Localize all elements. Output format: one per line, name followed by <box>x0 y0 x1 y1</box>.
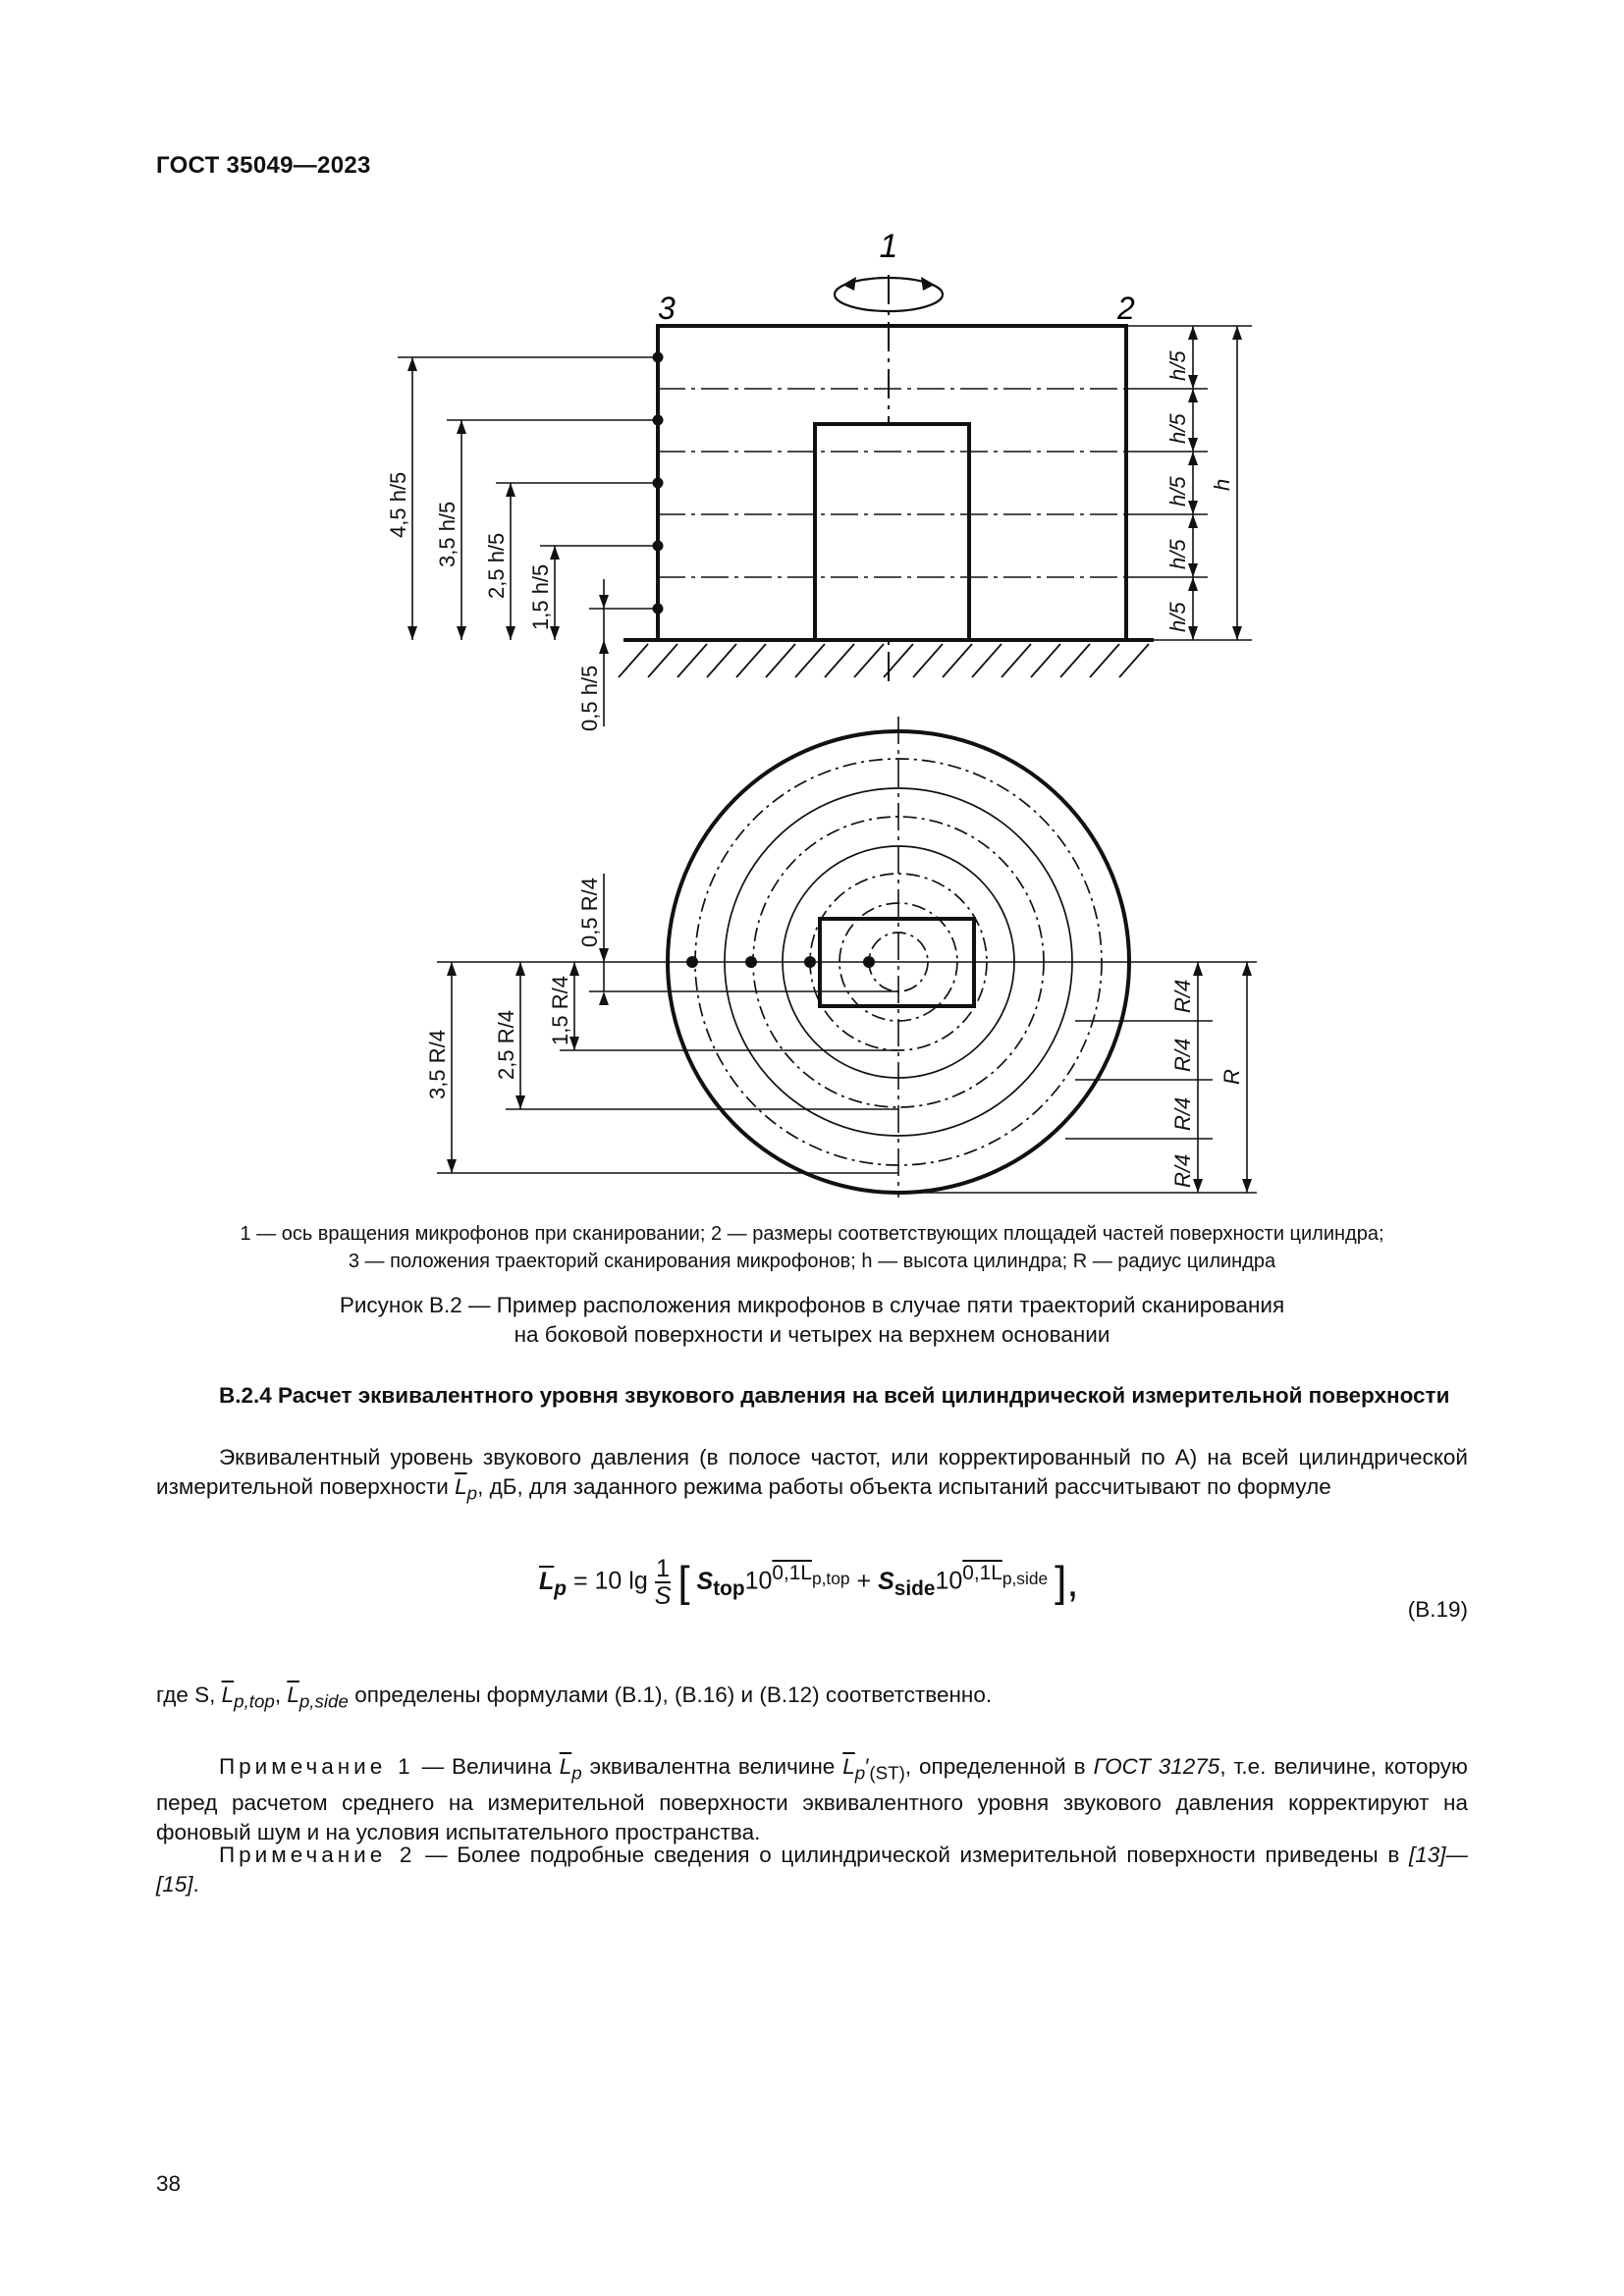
page-number: 38 <box>156 2171 182 2196</box>
dim-1-5-h5: 1,5 h/5 <box>528 563 553 630</box>
formula-expression: $\overline{L}_p = 10$ lg $\frac{1}{S}$ [ $S_{top}10^{0,1L_{p,top}} + S_{side}10^{0,1L_{p,side}}$ ], <box>539 1555 1079 1610</box>
dim-h: h <box>1210 478 1234 491</box>
label-3: 3 <box>658 291 676 326</box>
label-axis-1: 1 <box>879 228 898 265</box>
legend-line-1: 1 — ось вращения микрофонов при сканировании; 2 — размеры соответствующих площадей частей поверхности цилиндра; <box>240 1223 1384 1245</box>
object-side-view <box>815 424 969 640</box>
dim-h5-5: h/5 <box>1165 602 1190 632</box>
legend-line-2: 3 — положения траекторий сканирования микрофонов; h — высота цилиндра; R — радиус цилиндра <box>348 1251 1276 1272</box>
dim-4-5-h5: 4,5 h/5 <box>386 471 410 538</box>
dim-3-5-h5: 3,5 h/5 <box>435 501 460 567</box>
where-clause: где S, $\overline{L}_{p,top}$, $\overline{L}_{p,side}$ определены формулами (В.1), (В.16) и (В.12) соответственно. <box>156 1682 993 1712</box>
formula-number: (В.19) <box>1407 1597 1468 1622</box>
formula-b19 <box>156 1556 1468 1644</box>
dim-h5-4: h/5 <box>1165 539 1190 569</box>
label-2: 2 <box>1117 291 1135 326</box>
dim-2-5-h5: 2,5 h/5 <box>484 532 509 599</box>
dim-0-5-R4: 0,5 R/4 <box>577 878 602 947</box>
page-header: ГОСТ 35049—2023 <box>156 152 371 179</box>
caption-line-2: на боковой поверхности и четырех на верхнем основании <box>514 1322 1110 1347</box>
dim-R4-3: R/4 <box>1170 1096 1195 1131</box>
dim-h5-2: h/5 <box>1165 413 1190 444</box>
dim-3-5-R4: 3,5 R/4 <box>425 1030 450 1099</box>
dim-R4-2: R/4 <box>1170 1038 1195 1072</box>
paragraph-1: Эквивалентный уровень звукового давления (в полосе частот, или корректированный по А) на всей цилиндрической измерительной поверхности $\overline{L}_p$, дБ, для заданного режима работы объекта испытаний рассчитывают по формуле <box>156 1445 1468 1504</box>
dim-R4-1: R/4 <box>1170 979 1195 1013</box>
dim-R: R <box>1219 1069 1244 1085</box>
figure-legend <box>156 1220 1468 1275</box>
note-2: Примечание 2 — Более подробные сведения о цилиндрической измерительной поверхности приведены в [13]—[15]. <box>156 1842 1468 1896</box>
dim-1-5-R4: 1,5 R/4 <box>548 976 572 1045</box>
dim-2-5-R4: 2,5 R/4 <box>494 1010 518 1080</box>
caption-line-1: Рисунок В.2 — Пример расположения микрофонов в случае пяти траекторий сканирования <box>339 1293 1285 1317</box>
dim-R4-4: R/4 <box>1170 1153 1195 1188</box>
dim-0-5-h5: 0,5 h/5 <box>577 665 602 731</box>
figure-caption <box>156 1291 1468 1350</box>
note-1: Примечание 1 — Величина $\overline{L}_p$ эквивалентна величине $\overline{L}_p'_{(ST)}$, определенной в ГОСТ 31275, т.е. величине, которую перед расчетом среднего на измерительной поверхности эквивалентного уровня звукового давления корректируют на фоновый шум и на условия испытательного пространства. <box>156 1754 1468 1844</box>
dim-h5-1: h/5 <box>1165 350 1190 381</box>
dim-h5-3: h/5 <box>1165 476 1190 507</box>
section-heading: В.2.4 Расчет эквивалентного уровня звукового давления на всей цилиндрической измерительной поверхности <box>219 1383 1450 1408</box>
